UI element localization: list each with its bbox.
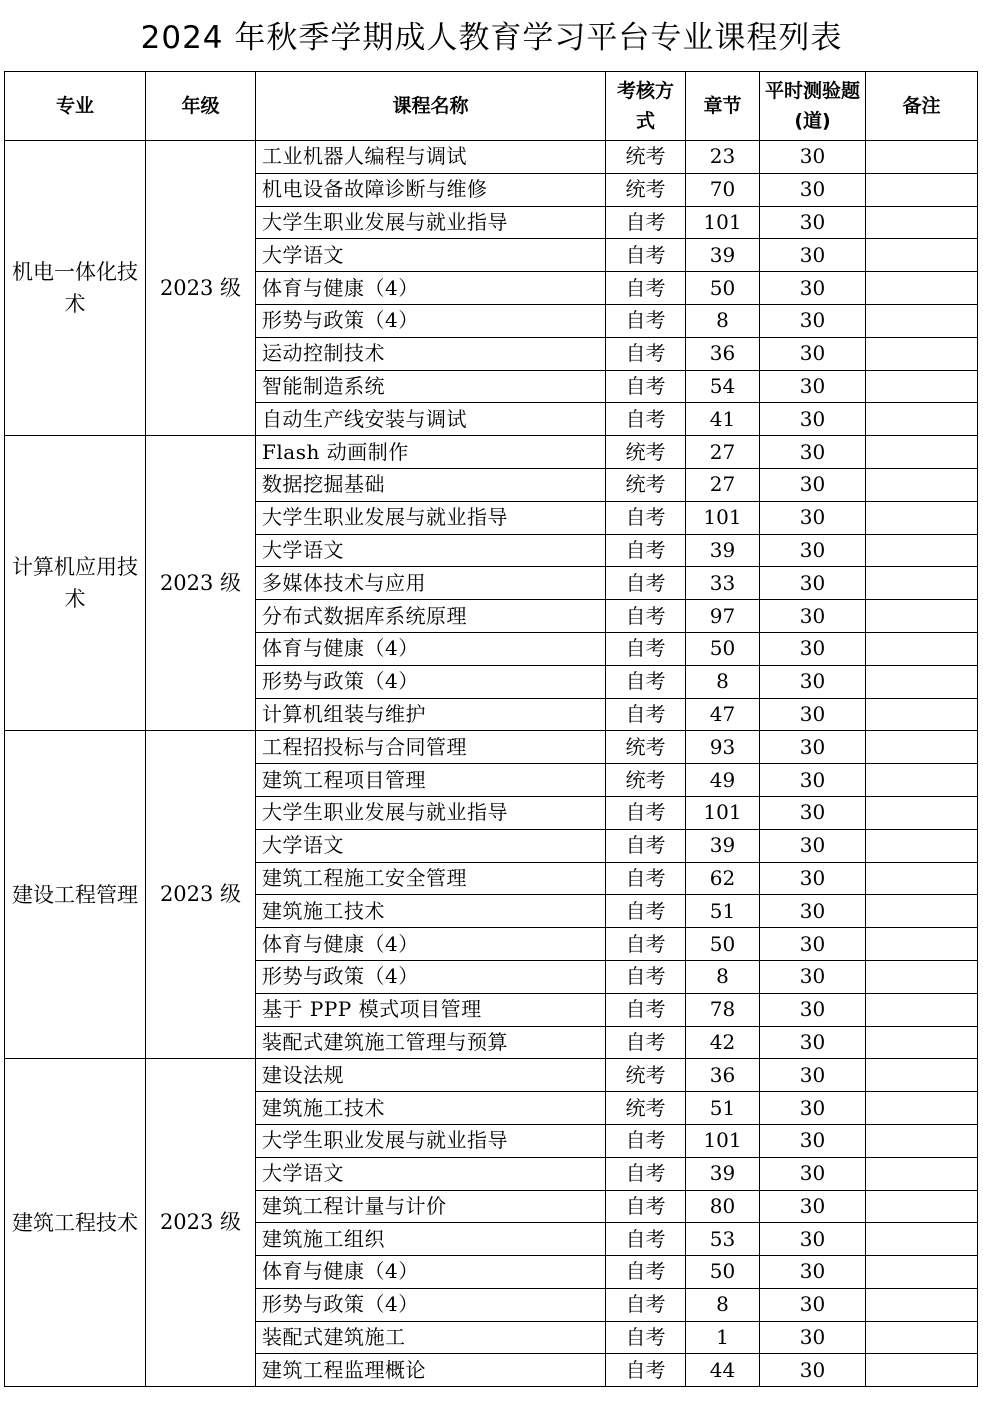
chapters-cell: 39 xyxy=(686,534,760,567)
exam-type-cell: 统考 xyxy=(606,1092,686,1125)
exam-type-cell: 自考 xyxy=(606,993,686,1026)
chapters-cell: 101 xyxy=(686,501,760,534)
header-course: 课程名称 xyxy=(256,72,606,141)
chapters-cell: 53 xyxy=(686,1223,760,1256)
major-cell: 计算机应用技术 xyxy=(5,436,146,731)
major-cell: 机电一体化技术 xyxy=(5,141,146,436)
exam-type-cell: 自考 xyxy=(606,1190,686,1223)
quiz-count-cell: 30 xyxy=(760,403,866,436)
course-name-cell: 自动生产线安装与调试 xyxy=(256,403,606,436)
remark-cell xyxy=(866,1059,978,1092)
course-name-cell: 形势与政策（4） xyxy=(256,960,606,993)
chapters-cell: 97 xyxy=(686,600,760,633)
remark-cell xyxy=(866,665,978,698)
quiz-count-cell: 30 xyxy=(760,173,866,206)
course-name-cell: 建筑工程监理概论 xyxy=(256,1354,606,1387)
quiz-count-cell: 30 xyxy=(760,534,866,567)
course-name-cell: 工业机器人编程与调试 xyxy=(256,141,606,174)
grade-cell: 2023 级 xyxy=(146,436,256,731)
chapters-cell: 8 xyxy=(686,304,760,337)
exam-type-cell: 自考 xyxy=(606,1256,686,1289)
page-title: 2024 年秋季学期成人教育学习平台专业课程列表 xyxy=(140,20,843,56)
course-name-cell: 建设法规 xyxy=(256,1059,606,1092)
course-name-cell: 大学语文 xyxy=(256,239,606,272)
exam-type-cell: 自考 xyxy=(606,829,686,862)
quiz-count-cell: 30 xyxy=(760,1026,866,1059)
remark-cell xyxy=(866,206,978,239)
course-name-cell: 形势与政策（4） xyxy=(256,304,606,337)
quiz-count-cell: 30 xyxy=(760,272,866,305)
course-name-cell: 形势与政策（4） xyxy=(256,665,606,698)
course-name-cell: 装配式建筑施工 xyxy=(256,1321,606,1354)
exam-type-cell: 自考 xyxy=(606,862,686,895)
remark-cell xyxy=(866,1256,978,1289)
course-name-cell: 大学生职业发展与就业指导 xyxy=(256,1124,606,1157)
exam-type-cell: 自考 xyxy=(606,1321,686,1354)
quiz-count-cell: 30 xyxy=(760,1354,866,1387)
course-name-cell: 建筑施工技术 xyxy=(256,895,606,928)
course-name-cell: 基于 PPP 模式项目管理 xyxy=(256,993,606,1026)
header-quizzes: 平时测验题(道) xyxy=(760,72,866,141)
course-name-cell: 体育与健康（4） xyxy=(256,632,606,665)
exam-type-cell: 自考 xyxy=(606,206,686,239)
exam-type-cell: 自考 xyxy=(606,534,686,567)
table-header xyxy=(5,72,978,141)
quiz-count-cell: 30 xyxy=(760,567,866,600)
remark-cell xyxy=(866,895,978,928)
exam-type-cell: 自考 xyxy=(606,928,686,961)
remark-cell xyxy=(866,796,978,829)
chapters-cell: 49 xyxy=(686,764,760,797)
course-name-cell: 大学生职业发展与就业指导 xyxy=(256,501,606,534)
table-row xyxy=(5,141,978,174)
exam-type-cell: 统考 xyxy=(606,731,686,764)
chapters-cell: 50 xyxy=(686,632,760,665)
remark-cell xyxy=(866,436,978,469)
remark-cell xyxy=(866,141,978,174)
course-name-cell: 形势与政策（4） xyxy=(256,1288,606,1321)
header-grade: 年级 xyxy=(146,72,256,141)
course-name-cell: 大学生职业发展与就业指导 xyxy=(256,796,606,829)
course-name-cell: 大学语文 xyxy=(256,1157,606,1190)
remark-cell xyxy=(866,928,978,961)
exam-type-cell: 自考 xyxy=(606,665,686,698)
remark-cell xyxy=(866,567,978,600)
remark-cell xyxy=(866,370,978,403)
course-name-cell: 智能制造系统 xyxy=(256,370,606,403)
chapters-cell: 36 xyxy=(686,337,760,370)
quiz-count-cell: 30 xyxy=(760,764,866,797)
quiz-count-cell: 30 xyxy=(760,1256,866,1289)
quiz-count-cell: 30 xyxy=(760,862,866,895)
chapters-cell: 8 xyxy=(686,665,760,698)
course-name-cell: 体育与健康（4） xyxy=(256,272,606,305)
course-name-cell: 大学语文 xyxy=(256,829,606,862)
course-name-cell: 数据挖掘基础 xyxy=(256,468,606,501)
chapters-cell: 33 xyxy=(686,567,760,600)
chapters-cell: 36 xyxy=(686,1059,760,1092)
exam-type-cell: 自考 xyxy=(606,272,686,305)
chapters-cell: 62 xyxy=(686,862,760,895)
exam-type-cell: 统考 xyxy=(606,468,686,501)
quiz-count-cell: 30 xyxy=(760,1223,866,1256)
quiz-count-cell: 30 xyxy=(760,1092,866,1125)
remark-cell xyxy=(866,304,978,337)
exam-type-cell: 自考 xyxy=(606,1124,686,1157)
course-name-cell: 体育与健康（4） xyxy=(256,928,606,961)
grade-cell: 2023 级 xyxy=(146,141,256,436)
quiz-count-cell: 30 xyxy=(760,993,866,1026)
remark-cell xyxy=(866,1321,978,1354)
exam-type-cell: 自考 xyxy=(606,600,686,633)
course-name-cell: 建筑施工技术 xyxy=(256,1092,606,1125)
quiz-count-cell: 30 xyxy=(760,1288,866,1321)
remark-cell xyxy=(866,468,978,501)
remark-cell xyxy=(866,1157,978,1190)
quiz-count-cell: 30 xyxy=(760,928,866,961)
exam-type-cell: 自考 xyxy=(606,370,686,403)
quiz-count-cell: 30 xyxy=(760,665,866,698)
quiz-count-cell: 30 xyxy=(760,501,866,534)
exam-type-cell: 自考 xyxy=(606,337,686,370)
quiz-count-cell: 30 xyxy=(760,632,866,665)
chapters-cell: 39 xyxy=(686,239,760,272)
quiz-count-cell: 30 xyxy=(760,895,866,928)
course-name-cell: 机电设备故障诊断与维修 xyxy=(256,173,606,206)
quiz-count-cell: 30 xyxy=(760,239,866,272)
remark-cell xyxy=(866,534,978,567)
grade-cell: 2023 级 xyxy=(146,731,256,1059)
remark-cell xyxy=(866,1026,978,1059)
remark-cell xyxy=(866,501,978,534)
exam-type-cell: 自考 xyxy=(606,1354,686,1387)
chapters-cell: 39 xyxy=(686,829,760,862)
chapters-cell: 42 xyxy=(686,1026,760,1059)
chapters-cell: 51 xyxy=(686,1092,760,1125)
quiz-count-cell: 30 xyxy=(760,304,866,337)
course-table xyxy=(4,71,978,1387)
course-name-cell: 工程招投标与合同管理 xyxy=(256,731,606,764)
exam-type-cell: 自考 xyxy=(606,698,686,731)
quiz-count-cell: 30 xyxy=(760,960,866,993)
remark-cell xyxy=(866,239,978,272)
exam-type-cell: 自考 xyxy=(606,304,686,337)
quiz-count-cell: 30 xyxy=(760,796,866,829)
chapters-cell: 50 xyxy=(686,928,760,961)
chapters-cell: 101 xyxy=(686,1124,760,1157)
quiz-count-cell: 30 xyxy=(760,1190,866,1223)
exam-type-cell: 自考 xyxy=(606,403,686,436)
quiz-count-cell: 30 xyxy=(760,337,866,370)
course-name-cell: 大学语文 xyxy=(256,534,606,567)
remark-cell xyxy=(866,632,978,665)
chapters-cell: 54 xyxy=(686,370,760,403)
course-name-cell: 多媒体技术与应用 xyxy=(256,567,606,600)
exam-type-cell: 自考 xyxy=(606,1288,686,1321)
header-major: 专业 xyxy=(5,72,146,141)
remark-cell xyxy=(866,1223,978,1256)
exam-type-cell: 自考 xyxy=(606,1026,686,1059)
remark-cell xyxy=(866,698,978,731)
exam-type-cell: 统考 xyxy=(606,764,686,797)
course-name-cell: 建筑工程项目管理 xyxy=(256,764,606,797)
remark-cell xyxy=(866,862,978,895)
exam-type-cell: 统考 xyxy=(606,141,686,174)
remark-cell xyxy=(866,1190,978,1223)
chapters-cell: 80 xyxy=(686,1190,760,1223)
chapters-cell: 78 xyxy=(686,993,760,1026)
chapters-cell: 93 xyxy=(686,731,760,764)
remark-cell xyxy=(866,272,978,305)
table-row xyxy=(5,1059,978,1092)
header-chapters: 章节 xyxy=(686,72,760,141)
chapters-cell: 101 xyxy=(686,206,760,239)
quiz-count-cell: 30 xyxy=(760,468,866,501)
course-name-cell: 体育与健康（4） xyxy=(256,1256,606,1289)
chapters-cell: 47 xyxy=(686,698,760,731)
chapters-cell: 70 xyxy=(686,173,760,206)
exam-type-cell: 自考 xyxy=(606,895,686,928)
header-exam: 考核方式 xyxy=(606,72,686,141)
course-name-cell: 分布式数据库系统原理 xyxy=(256,600,606,633)
remark-cell xyxy=(866,600,978,633)
chapters-cell: 23 xyxy=(686,141,760,174)
major-cell: 建设工程管理 xyxy=(5,731,146,1059)
quiz-count-cell: 30 xyxy=(760,1059,866,1092)
course-name-cell: 建筑工程计量与计价 xyxy=(256,1190,606,1223)
remark-cell xyxy=(866,993,978,1026)
grade-cell: 2023 级 xyxy=(146,1059,256,1387)
header-remark: 备注 xyxy=(866,72,978,141)
remark-cell xyxy=(866,1288,978,1321)
exam-type-cell: 统考 xyxy=(606,436,686,469)
exam-type-cell: 自考 xyxy=(606,239,686,272)
quiz-count-cell: 30 xyxy=(760,731,866,764)
course-name-cell: 运动控制技术 xyxy=(256,337,606,370)
chapters-cell: 8 xyxy=(686,960,760,993)
exam-type-cell: 自考 xyxy=(606,1157,686,1190)
remark-cell xyxy=(866,764,978,797)
remark-cell xyxy=(866,173,978,206)
course-name-cell: 装配式建筑施工管理与预算 xyxy=(256,1026,606,1059)
exam-type-cell: 自考 xyxy=(606,501,686,534)
quiz-count-cell: 30 xyxy=(760,370,866,403)
remark-cell xyxy=(866,1354,978,1387)
quiz-count-cell: 30 xyxy=(760,698,866,731)
chapters-cell: 101 xyxy=(686,796,760,829)
chapters-cell: 39 xyxy=(686,1157,760,1190)
quiz-count-cell: 30 xyxy=(760,1157,866,1190)
course-name-cell: 建筑施工组织 xyxy=(256,1223,606,1256)
chapters-cell: 27 xyxy=(686,468,760,501)
chapters-cell: 50 xyxy=(686,1256,760,1289)
table-body xyxy=(5,141,978,1387)
remark-cell xyxy=(866,960,978,993)
remark-cell xyxy=(866,1092,978,1125)
chapters-cell: 41 xyxy=(686,403,760,436)
exam-type-cell: 统考 xyxy=(606,1059,686,1092)
chapters-cell: 51 xyxy=(686,895,760,928)
quiz-count-cell: 30 xyxy=(760,141,866,174)
major-cell: 建筑工程技术 xyxy=(5,1059,146,1387)
quiz-count-cell: 30 xyxy=(760,1321,866,1354)
remark-cell xyxy=(866,1124,978,1157)
table-row xyxy=(5,436,978,469)
exam-type-cell: 自考 xyxy=(606,632,686,665)
exam-type-cell: 自考 xyxy=(606,1223,686,1256)
exam-type-cell: 自考 xyxy=(606,960,686,993)
chapters-cell: 27 xyxy=(686,436,760,469)
exam-type-cell: 自考 xyxy=(606,796,686,829)
remark-cell xyxy=(866,829,978,862)
course-name-cell: 大学生职业发展与就业指导 xyxy=(256,206,606,239)
chapters-cell: 8 xyxy=(686,1288,760,1321)
exam-type-cell: 统考 xyxy=(606,173,686,206)
quiz-count-cell: 30 xyxy=(760,829,866,862)
quiz-count-cell: 30 xyxy=(760,600,866,633)
course-name-cell: Flash 动画制作 xyxy=(256,436,606,469)
quiz-count-cell: 30 xyxy=(760,1124,866,1157)
quiz-count-cell: 30 xyxy=(760,206,866,239)
remark-cell xyxy=(866,731,978,764)
chapters-cell: 44 xyxy=(686,1354,760,1387)
remark-cell xyxy=(866,403,978,436)
course-name-cell: 建筑工程施工安全管理 xyxy=(256,862,606,895)
remark-cell xyxy=(866,337,978,370)
exam-type-cell: 自考 xyxy=(606,567,686,600)
quiz-count-cell: 30 xyxy=(760,436,866,469)
table-row xyxy=(5,731,978,764)
course-name-cell: 计算机组装与维护 xyxy=(256,698,606,731)
chapters-cell: 1 xyxy=(686,1321,760,1354)
chapters-cell: 50 xyxy=(686,272,760,305)
